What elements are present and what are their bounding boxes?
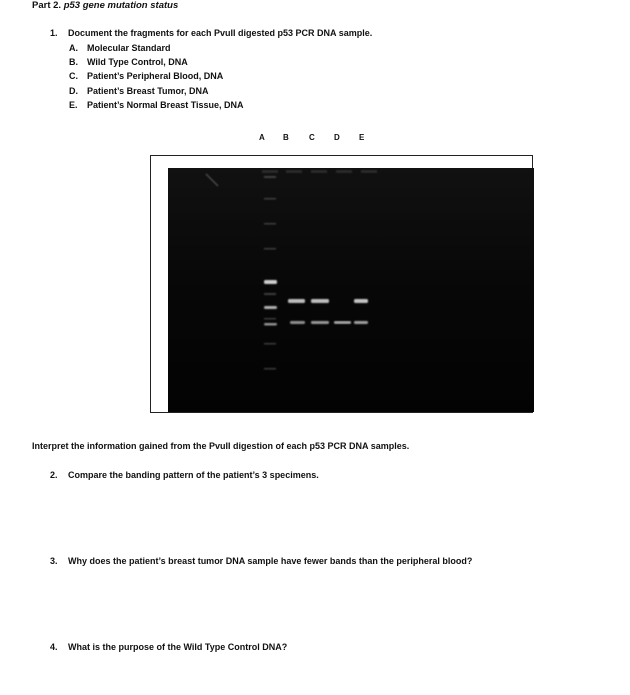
question-2-number: 2. xyxy=(50,470,58,480)
lane-label-c: C xyxy=(309,133,315,142)
section-part-label: Part 2. xyxy=(32,0,62,11)
question-2-text: Compare the banding pattern of the patient’s 3 specimens. xyxy=(68,470,319,480)
sample-item-b xyxy=(69,55,244,69)
question-4-number: 4. xyxy=(50,642,58,652)
question-4 xyxy=(50,642,287,653)
question-3-text: Why does the patient’s breast tumor DNA sample have fewer bands than the peripheral blood? xyxy=(68,556,473,566)
sample-letter: B. xyxy=(69,57,78,68)
lane-e-bands xyxy=(334,321,351,324)
sample-letter: D. xyxy=(69,85,78,96)
lane-label-a: A xyxy=(259,133,265,142)
interpret-instruction: Interpret the information gained from the PvuII digestion of each p53 PCR DNA samples. xyxy=(32,441,410,451)
sample-item-c xyxy=(69,69,244,83)
question-4-text: What is the purpose of the Wild Type Control DNA? xyxy=(68,642,288,652)
lane-label-e: E xyxy=(359,133,365,142)
sample-letter: A. xyxy=(69,43,78,53)
sample-label: Patient’s Peripheral Blood, DNA xyxy=(87,71,224,82)
sample-item-d xyxy=(69,84,244,98)
question-1 xyxy=(50,28,372,39)
lane-label-b: B xyxy=(283,133,289,142)
sample-label: Patient’s Normal Breast Tissue, DNA xyxy=(87,99,244,110)
section-heading xyxy=(32,0,178,11)
question-2 xyxy=(50,470,319,481)
gel-background xyxy=(168,168,534,412)
sample-item-e xyxy=(69,98,244,112)
sample-label: Patient’s Breast Tumor, DNA xyxy=(87,85,209,96)
sample-list xyxy=(69,41,244,112)
sample-letter: E. xyxy=(69,99,78,110)
question-1-text: Document the fragments for each PvuII digested p53 PCR DNA sample. xyxy=(68,28,373,38)
gel-photo xyxy=(168,168,534,412)
gel-electrophoresis-image xyxy=(168,168,534,412)
question-3-number: 3. xyxy=(50,556,58,566)
sample-label: Molecular Standard xyxy=(87,43,171,53)
sample-item-a xyxy=(69,41,244,55)
question-1-number: 1. xyxy=(50,28,58,38)
section-title: p53 gene mutation status xyxy=(63,0,179,11)
question-3 xyxy=(50,556,472,567)
sample-letter: C. xyxy=(69,71,78,82)
lane-label-d: D xyxy=(334,133,340,142)
gel-lane-labels xyxy=(0,133,630,145)
sample-label: Wild Type Control, DNA xyxy=(87,57,188,68)
